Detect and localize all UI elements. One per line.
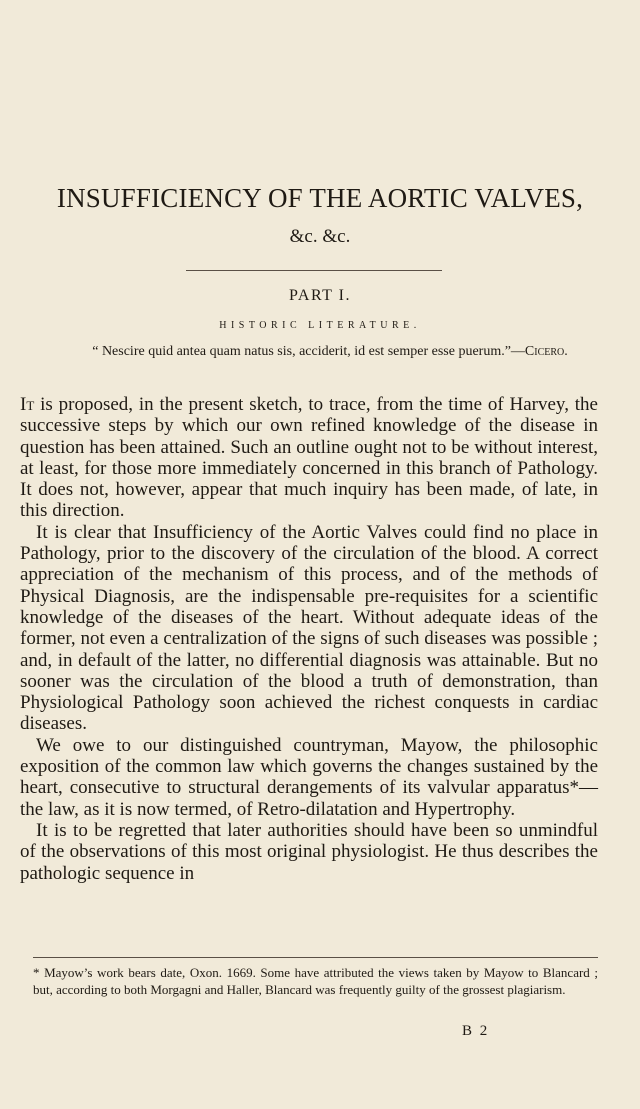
signature-mark: B 2	[462, 1023, 490, 1039]
footnote-divider	[33, 957, 598, 958]
paragraph-text: is proposed, in the present sketch, to trace, from the time of Harvey, the successive steps by which our own refined knowledge of the disease in question has been attained. Such an outline ought not to be without interest, at least, for those more immediately concerned in this branch of Pathology. It does not, however, appear that much inquiry has been made, of late, in this direction.	[20, 394, 598, 522]
chapter-title: INSUFFICIENCY OF THE AORTIC VALVES,	[56, 183, 584, 213]
footnote: * Mayow’s work bears date, Oxon. 1669. Some have attributed the views taken by Mayow to Blancard ; but, according to both Morgagni and Haller, Blancard was frequently guilty of the grossest plagiarism.	[33, 965, 598, 997]
epigraph-attribution: Cicero.	[524, 344, 568, 359]
paragraph: It is to be regretted that later authorities should have been so unmindful of the observations of this most original physiologist. He thus describes the pathologic sequence in	[20, 819, 598, 884]
chapter-subtitle: &c. &c.	[289, 226, 351, 247]
paragraph: It is clear that Insufficiency of the Aortic Valves could find no place in Pathology, prior to the discovery of the circulation of the blood. A correct appreciation of the mechanism of this process, and of the methods of Physical Diagnosis, are the indispensable pre-requisites for a scientific knowledge of the diseases of the heart. Without adequate ideas of the former, not even a centralization of the signs of such diseases was possible ; and, in default of the latter, no differential diagnosis was attainable. But no sooner was the circulation of the blood a truth of demonstration, than Physiological Pathology soon achieved the richest conquests in cardiac diseases.	[20, 521, 598, 735]
epigraph-quote: “ Nescire quid antea quam natus sis, acciderit, id est semper esse puerum.”—	[92, 344, 525, 359]
epigraph	[64, 343, 596, 361]
title-divider	[186, 270, 442, 271]
section-heading: HISTORIC LITERATURE.	[219, 320, 421, 331]
part-heading: PART I.	[288, 287, 351, 304]
paragraph: We owe to our distinguished countryman, Mayow, the philosophic exposition of the common law which governs the changes sustained by the heart, consecutive to structural derangements of its valvular apparatus*—the law, as it is now termed, of Retro-dilatation and Hypertrophy.	[20, 734, 598, 820]
paragraph	[20, 394, 598, 522]
paragraph-lead: It	[20, 394, 35, 415]
body-text	[20, 394, 598, 884]
